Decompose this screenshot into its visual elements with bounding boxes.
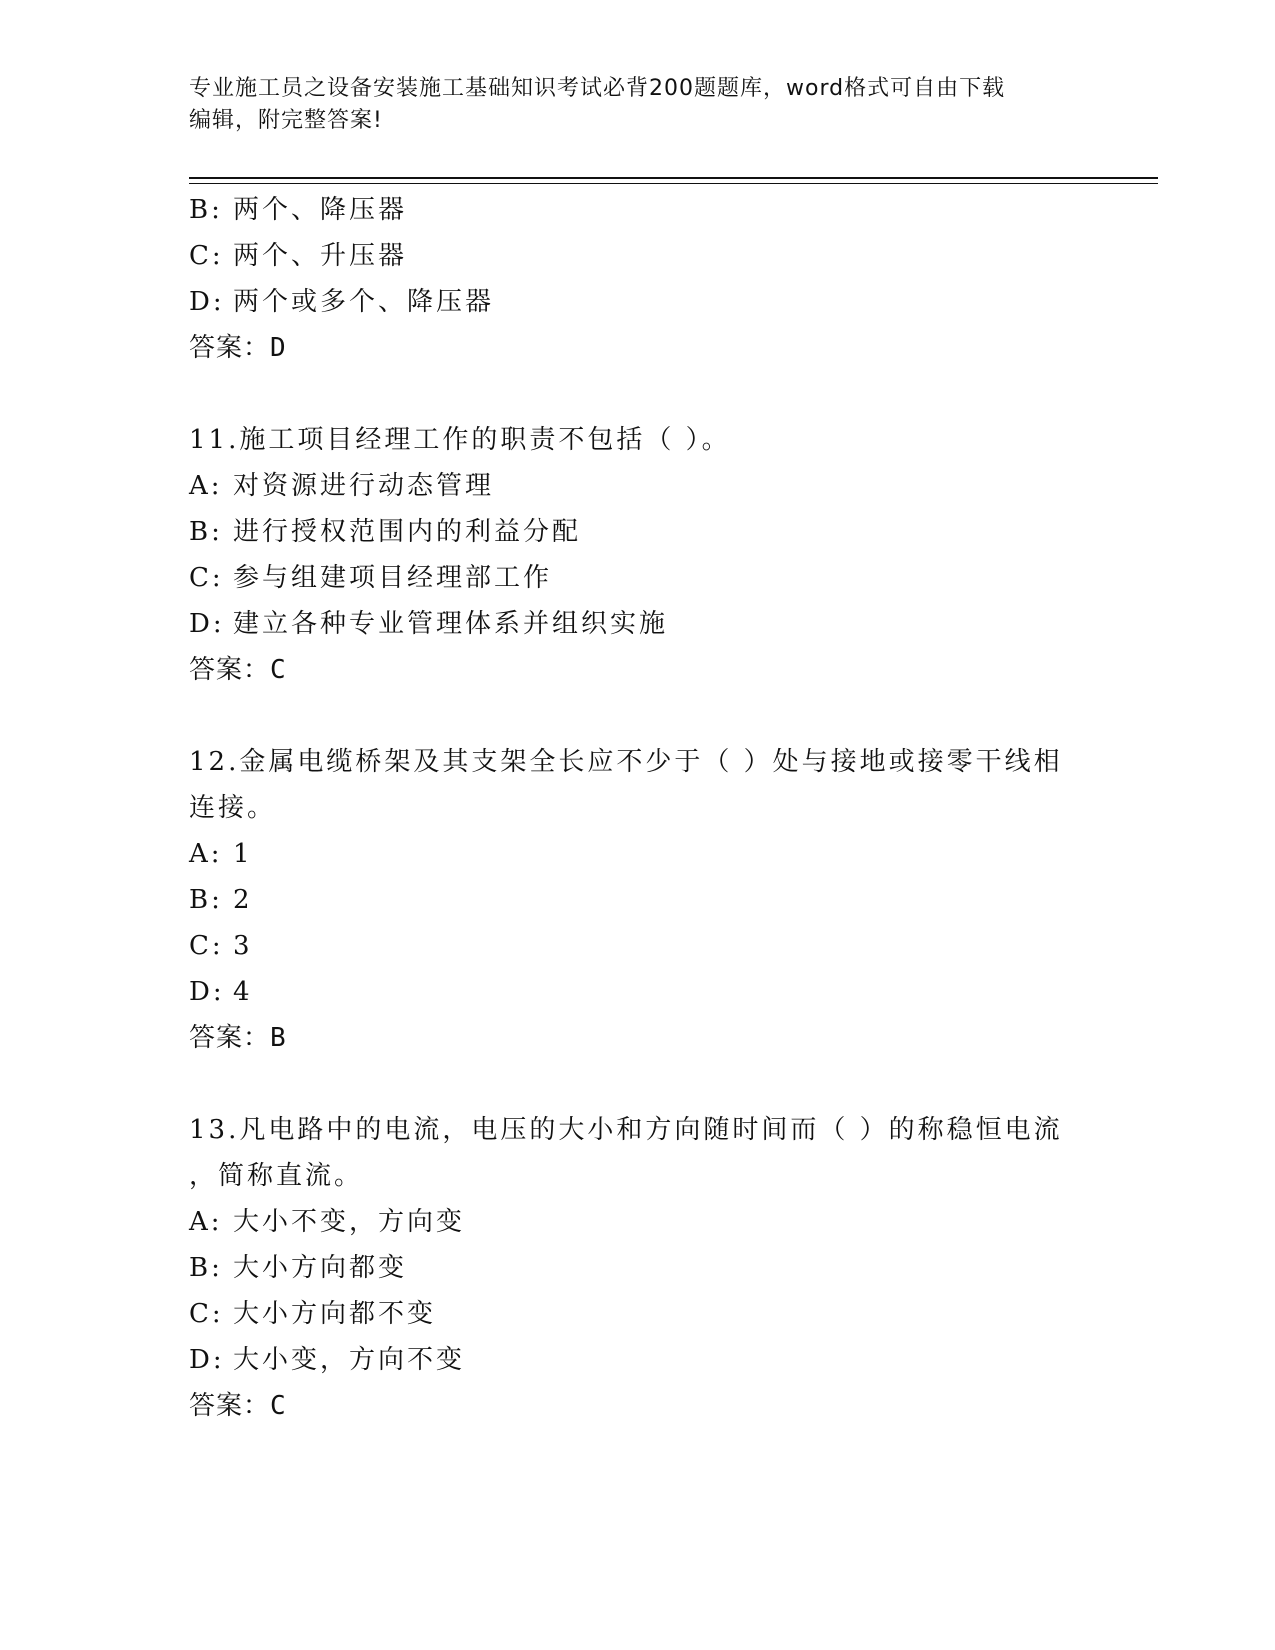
option-text: 大小方向都不变	[233, 1299, 437, 1329]
option-c	[189, 555, 1089, 601]
option-text: 对资源进行动态管理	[233, 471, 495, 501]
header-line-2: 编辑，附完整答案!	[189, 108, 383, 133]
option-label: D:	[189, 287, 225, 317]
option-a	[189, 1199, 1089, 1245]
option-d	[189, 1337, 1089, 1383]
header-line-1: 专业施工员之设备安装施工基础知识考试必背200题题库，word格式可自由下载	[189, 76, 1006, 101]
document-header	[189, 73, 1069, 137]
option-a	[189, 831, 1089, 877]
question-stem	[189, 739, 1069, 831]
option-label: B:	[189, 885, 223, 915]
option-text: 进行授权范围内的利益分配	[233, 517, 582, 547]
option-b	[189, 509, 1089, 555]
option-text: 4	[233, 977, 253, 1007]
header-rule-thick	[189, 177, 1158, 179]
option-text: 参与组建项目经理部工作	[233, 563, 553, 593]
option-text: 大小方向都变	[233, 1253, 408, 1283]
question-stem-line: 11.施工项目经理工作的职责不包括（ ）。	[189, 425, 731, 455]
option-c	[189, 1291, 1089, 1337]
question-12	[189, 739, 1089, 1061]
header-rule-thin	[189, 183, 1158, 184]
question-13	[189, 1107, 1089, 1429]
option-text: 两个或多个、降压器	[233, 287, 495, 317]
answer-line: 答案：C	[189, 1391, 287, 1421]
option-a	[189, 463, 1089, 509]
option-text: 大小变，方向不变	[233, 1345, 466, 1375]
question-stem-line: ，简称直流。	[189, 1161, 364, 1191]
option-b	[189, 877, 1089, 923]
option-text: 建立各种专业管理体系并组织实施	[233, 609, 669, 639]
question-stem-line: 连接。	[189, 793, 277, 823]
option-d	[189, 601, 1089, 647]
question-stem	[189, 1107, 1069, 1199]
question-stem-line: 13.凡电路中的电流，电压的大小和方向随时间而（ ）的称稳恒电流	[189, 1115, 1063, 1145]
option-d	[189, 969, 1089, 1015]
answer-line: 答案：D	[189, 333, 287, 363]
option-c	[189, 233, 1089, 279]
option-label: D:	[189, 1345, 225, 1375]
option-text: 1	[233, 839, 253, 869]
spacer	[189, 693, 1089, 739]
option-text: 2	[233, 885, 253, 915]
question-stem	[189, 417, 1069, 463]
answer-line: 答案：B	[189, 1023, 287, 1053]
option-label: C:	[189, 241, 224, 271]
option-label: B:	[189, 195, 223, 225]
option-label: A:	[189, 471, 223, 501]
question-10-continuation	[189, 187, 1089, 371]
option-b	[189, 187, 1089, 233]
option-text: 3	[233, 931, 253, 961]
option-label: B:	[189, 517, 223, 547]
option-text: 两个、降压器	[233, 195, 408, 225]
option-label: D:	[189, 609, 225, 639]
option-text: 两个、升压器	[233, 241, 408, 271]
option-d	[189, 279, 1089, 325]
answer-line: 答案：C	[189, 655, 287, 685]
option-b	[189, 1245, 1089, 1291]
option-label: A:	[189, 1207, 223, 1237]
document-content	[189, 187, 1089, 1429]
question-11	[189, 417, 1089, 693]
option-c	[189, 923, 1089, 969]
option-label: C:	[189, 563, 224, 593]
question-stem-line: 12.金属电缆桥架及其支架全长应不少于（ ）处与接地或接零干线相	[189, 747, 1063, 777]
option-label: D:	[189, 977, 225, 1007]
option-label: C:	[189, 931, 224, 961]
option-label: C:	[189, 1299, 224, 1329]
option-text: 大小不变，方向变	[233, 1207, 466, 1237]
option-label: B:	[189, 1253, 223, 1283]
spacer	[189, 1061, 1089, 1107]
spacer	[189, 371, 1089, 417]
option-label: A:	[189, 839, 223, 869]
